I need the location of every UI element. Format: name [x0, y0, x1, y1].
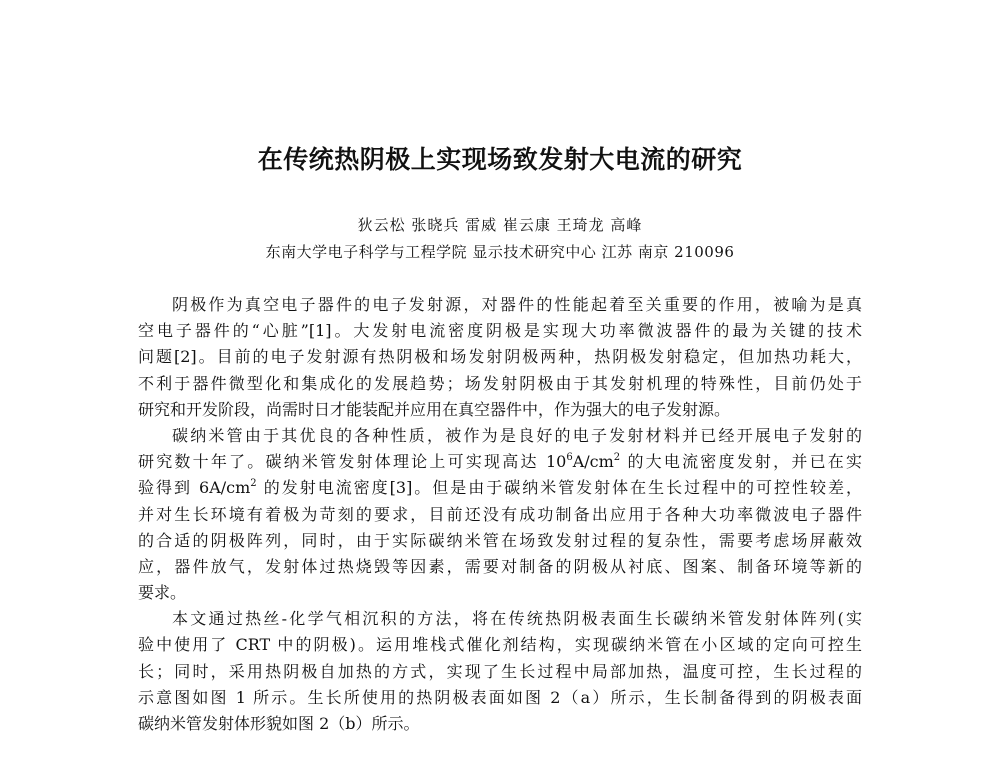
text-line: 本文通过热丝-化学气相沉积的方法，将在传统热阴极表面生长碳纳米管发射体阵列(实 — [172, 609, 862, 629]
text-line: 并对生长环境有着极为苛刻的要求，目前还没有成功制备出应用于各种大功率微波电子器件 — [138, 504, 862, 524]
text-line — [138, 475, 862, 501]
paragraph-3 — [138, 606, 862, 737]
text-line: 长；同时，采用热阴极自加热的方式，实现了生长过程中局部加热，温度可控，生长过程的 — [138, 661, 862, 681]
text-line: 验中使用了 CRT 中的阴极)。运用堆栈式催化剂结构，实现碳纳米管在小区域的定向可控生 — [138, 635, 862, 655]
text-line — [138, 449, 862, 475]
text-line: 的合适的阴极阵列，同时，由于实际碳纳米管在场致发射过程的复杂性，需要考虑场屏蔽效 — [138, 530, 862, 550]
superscript: 6 — [566, 451, 573, 463]
paragraph-2 — [138, 423, 862, 606]
paragraph-1 — [138, 292, 862, 423]
text-line: 研究和开发阶段，尚需时日才能装配并应用在真空器件中，作为强大的电子发射源。 — [138, 399, 731, 419]
text-line: 应，器件放气，发射体过热烧毁等因素，需要对制备的阴极从衬底、图案、制备环境等新的 — [138, 556, 862, 576]
text-line: 要求。 — [138, 583, 187, 603]
superscript: 2 — [250, 477, 257, 489]
text-line: 阴极作为真空电子器件的电子发射源，对器件的性能起着至关重要的作用，被喻为是真 — [172, 295, 862, 314]
text-line: 碳纳米管发射体形貌如图 2（b）所示。 — [138, 714, 420, 733]
paper-title: 在传统热阴极上实现场致发射大电流的研究 — [257, 145, 743, 174]
text-span: 的大电流密度发射，并已在实 — [620, 452, 862, 472]
text-span: 研究数十年了。碳纳米管发射体理论上可实现高达 10 — [138, 452, 567, 472]
author-list: 狄云松 张晓兵 雷威 崔云康 王琦龙 高峰 — [357, 216, 643, 234]
author-affiliation: 东南大学电子科学与工程学院 显示技术研究中心 江苏 南京 210096 — [265, 243, 735, 261]
text-line: 问题[2]。目前的电子发射源有热阴极和场发射阴极两种，热阴极发射稳定，但加热功耗大， — [138, 347, 862, 367]
text-line: 碳纳米管由于其优良的各种性质，被作为是良好的电子发射材料并已经开展电子发射的 — [172, 425, 862, 445]
text-line: 示意图如图 1 所示。生长所使用的热阴极表面如图 2（a）所示，生长制备得到的阴极表面 — [138, 687, 862, 707]
body-text — [138, 292, 862, 737]
superscript: 2 — [613, 451, 621, 463]
text-span: 的发射电流密度[3]。但是由于碳纳米管发射体在生长过程中的可控性较差， — [256, 478, 862, 498]
text-line: 不利于器件微型化和集成化的发展趋势；场发射阴极由于其发射机理的特殊性，目前仍处于 — [138, 373, 862, 393]
text-span: A/cm — [572, 452, 614, 472]
text-span: 验得到 6A/cm — [138, 478, 251, 498]
text-line: 空电子器件的“心脏”[1]。大发射电流密度阴极是实现大功率微波器件的最为关键的技术 — [138, 321, 862, 341]
